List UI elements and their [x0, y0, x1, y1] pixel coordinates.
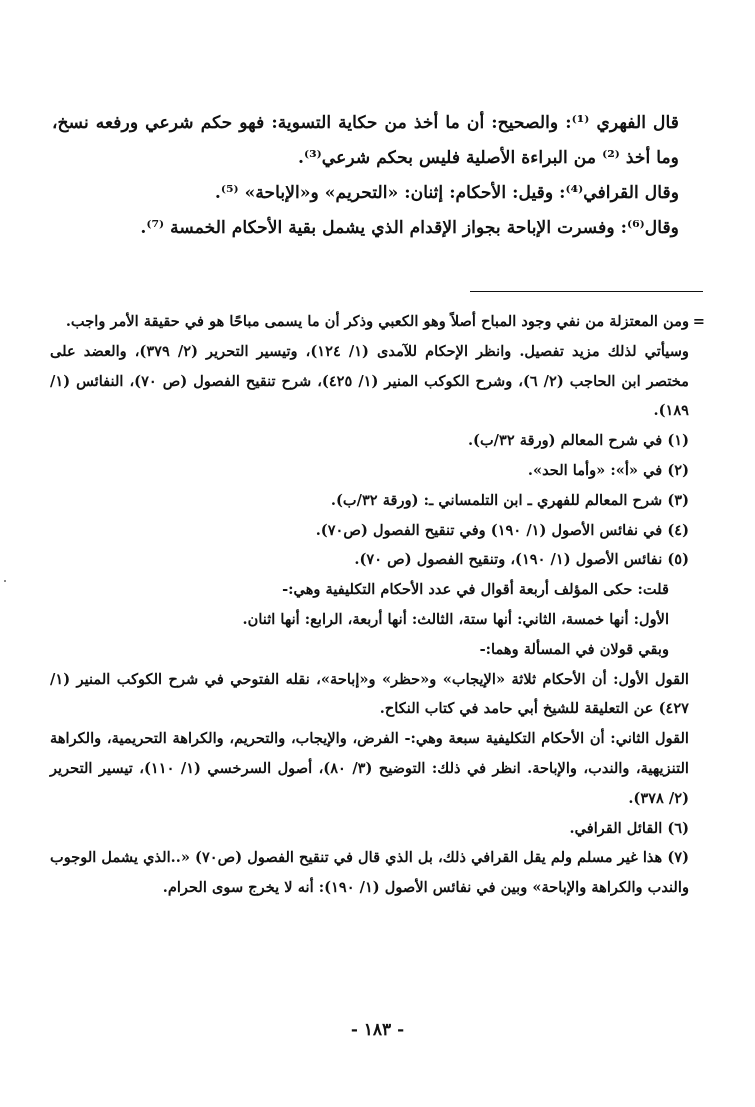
footnote-5-second-view: القول الثاني: أن الأحكام التكليفية سبعة وهي:- الفرض، والإيجاب، والتحريم، والكراهة التحريمية، والكراهة التنزيهية، والندب، والإباحة. انظر في ذلك: التوضيح (٣/ ٨٠)، أصول السرخسي (١/ ١١٠)، تيسير التحرير (٢/ ٣٧٨). [50, 730, 689, 807]
continuation-marker: = [692, 313, 705, 330]
footnote-5-comment: قلت: حكى المؤلف أربعة أقوال في عدد الأحكام التكليفية وهي:- [282, 581, 669, 599]
footnote-6: (٦) القائل القرافي. [569, 819, 689, 837]
footnote-1: (١) في شرح المعالم (ورقة ٣٢/ب). [467, 432, 689, 450]
footnote-4: (٤) في نفائس الأصول (١/ ١٩٠) وفي تنقيح الفصول (ص٧٠). [315, 521, 689, 539]
footnote-continuation-text: ومن المعتزلة من نفي وجود المباح أصلاً وهو الكعبي وذكر أن ما يسمى مباحًا هو في حقيقة الأمر واجب. [65, 313, 689, 330]
main-paragraph-2: وقال القرافي⁽⁴⁾: وقيل: الأحكام: إثنان: «التحريم» و«الإباحة» ⁽⁵⁾. [214, 183, 679, 203]
footnote-continuation [50, 307, 705, 337]
main-paragraph-1: قال الفهري ⁽¹⁾: والصحيح: أن ما أخذ من حكاية التسوية: فهو حكم شرعي ورفعه نسخ، وما أخذ ⁽²⁾ من البراءة الأصلية فليس بحكم شرعي⁽³⁾. [52, 113, 680, 168]
page-number: - ١٨٣ - [350, 1020, 405, 1040]
footnote-5-first-view: القول الأول: أن الأحكام ثلاثة «الإيجاب» و«حظر» و«إباحة»، نقله الفتوحي في شرح الكوكب المنير (١/ ٤٢٧) عن التعليقة للشيخ أبي حامد في كتاب النكاح. [50, 670, 689, 718]
footnotes-block [50, 307, 705, 903]
footnote-3: (٣) شرح المعالم للفهري ـ ابن التلمساني ـ: (ورقة ٣٢/ب). [330, 491, 689, 509]
footnote-7: (٧) هذا غير مسلم ولم يقل القرافي ذلك، بل الذي قال في تنقيح الفصول (ص٧٠) «..الذي يشمل الوجوب والندب والكراهة والإباحة» وبين في نفائس الأصول (١/ ١٩٠): أنه لا يخرج سوى الحرام. [50, 849, 689, 897]
footnote-5-list: الأول: أنها خمسة، الثاني: أنها ستة، الثالث: أنها أربعة، الرابع: أنها اثنان. [242, 610, 669, 628]
main-paragraph-3: وقال⁽⁶⁾: وفسرت الإباحة بجواز الإقدام الذي يشمل بقية الأحكام الخمسة ⁽⁷⁾. [140, 218, 679, 238]
footnote-separator [470, 291, 703, 292]
scan-dot [4, 580, 6, 582]
footnote-5-remaining: وبقي قولان في المسألة وهما:- [479, 640, 669, 658]
footnote-continuation-2: وسيأتي لذلك مزيد تفصيل. وانظر الإحكام للآمدى (١/ ١٢٤)، وتيسير التحرير (٢/ ٣٧٩)، والعضد على مختصر ابن الحاجب (٢/ ٦)، وشرح الكوكب المنير (١/ ٤٢٥)، شرح تنقيح الفصول (ص ٧٠)، النفائس (١/ ١٨٩). [50, 342, 689, 420]
footnote-2: (٢) في «أ»: «وأما الحد». [527, 461, 689, 479]
main-text-block [52, 106, 703, 246]
footnote-5: (٥) نفائس الأصول (١/ ١٩٠)، وتنقيح الفصول (ص ٧٠). [354, 551, 689, 569]
